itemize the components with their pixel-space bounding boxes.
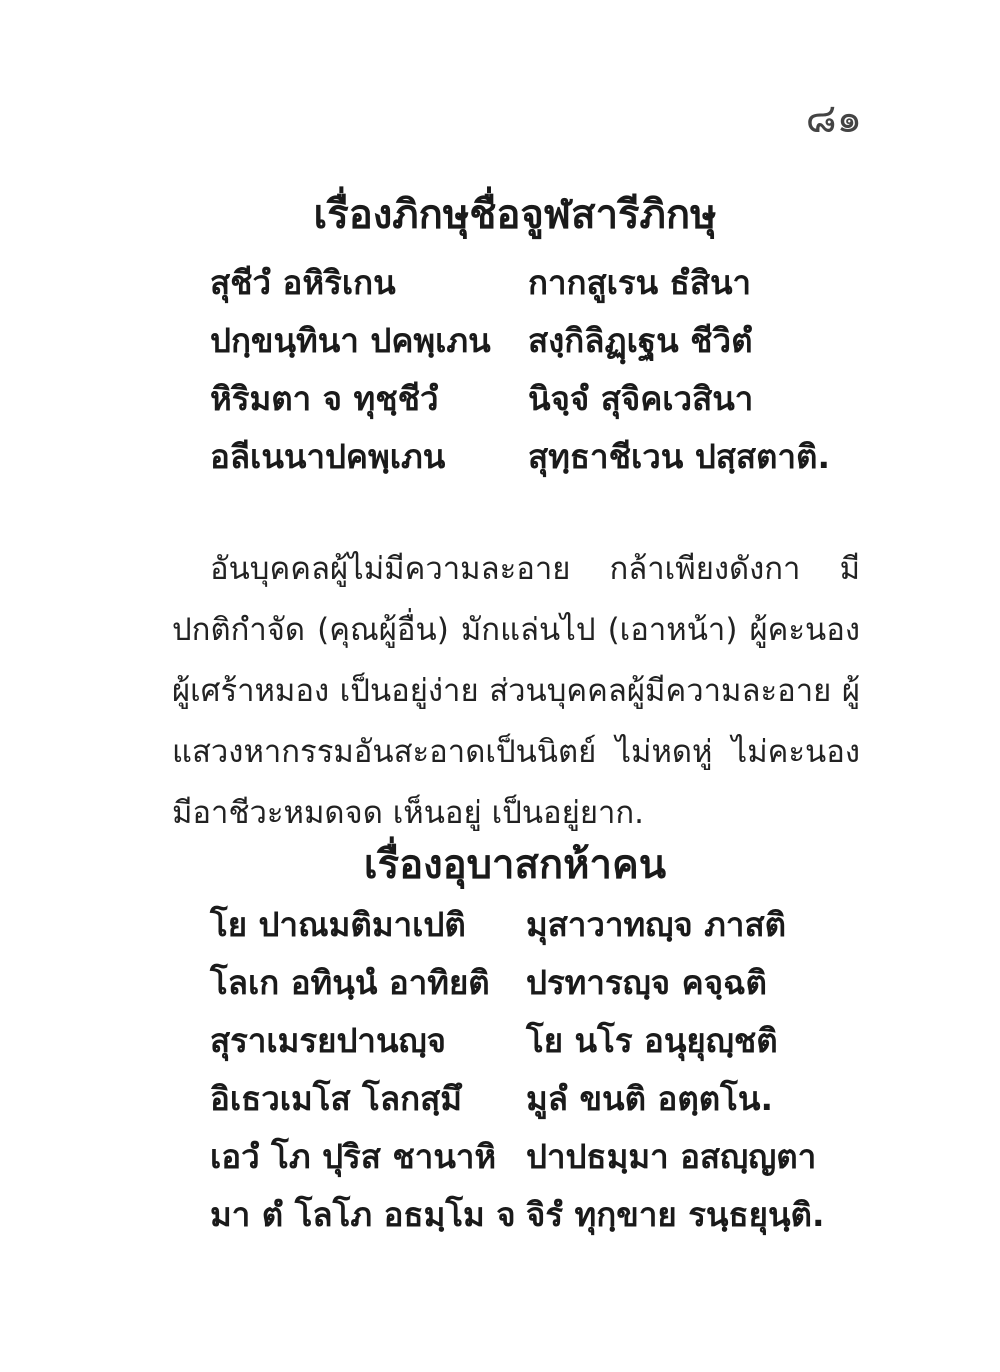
verse-line [210, 428, 850, 486]
verse-second-half: ปาปธมฺมา อสญฺญตา [526, 1137, 817, 1176]
verse-line [210, 1128, 850, 1186]
verse-first-half: อิเธวเมโส โลกสฺมึ [210, 1079, 462, 1118]
verse-first-half: มา ตํ โลโภ อธมฺโม จ [210, 1195, 516, 1234]
verse-second-half: มูลํ ขนติ อตฺตโน. [526, 1079, 774, 1118]
section-title-1: เรื่องภิกษุชื่อจูฬสารีภิกษุ [313, 192, 717, 238]
verse-second-half: สุทฺธาชีเวน ปสฺสตาติ. [528, 437, 830, 476]
verse-second-half: โย นโร อนุยุญฺชติ [526, 1021, 778, 1060]
verse-first-half: อลีเนนาปคพฺเภน [210, 437, 446, 476]
verse-first-half: โลเก อทินฺนํ อาทิยติ [210, 963, 490, 1002]
verse-first-half: สุชีวํ อหิริเกน [210, 263, 396, 302]
verse-second-half: มุสาวาทญฺจ ภาสติ [526, 905, 787, 944]
verse-second-half: สงฺกิลิฏฺเฐน ชีวิตํ [528, 321, 753, 360]
verse-first-half: หิริมตา จ ทุชฺชีวํ [210, 379, 439, 418]
verse-first-half: โย ปาณมติมาเปติ [210, 905, 466, 944]
verse-second-half: กากสูเรน ธํสินา [528, 263, 752, 302]
translation-paragraph: อันบุคคลผู้ไม่มีความละอาย กล้าเพียงดังกา มีปกติกำจัด (คุณผู้อื่น) มักแล่นไป (เอาหน้า) ผู้คะนอง ผู้เศร้าหมอง เป็นอยู่ง่าย ส่วนบุคคลผู้มีความละอาย ผู้แสวงหากรรมอันสะอาดเป็นนิตย์ ไม่หดหู่ ไม่คะนอง มีอาชีวะหมดจด เห็นอยู่ เป็นอยู่ยาก. [172, 551, 860, 831]
verse-line [210, 1012, 850, 1070]
verse-line [210, 1186, 850, 1244]
verse-first-half: ปกฺขนฺทินา ปคพฺเภน [210, 321, 491, 360]
verse-line [210, 370, 850, 428]
verse-line [210, 954, 850, 1012]
verse-first-half: สุราเมรยปานญฺจ [210, 1021, 446, 1060]
verse-second-half: นิจฺจํ สุจิคเวสินา [528, 379, 754, 418]
verse-second-half: ปรทารญฺจ คจฺฉติ [526, 963, 767, 1002]
page-number: ๘๑ [805, 96, 862, 142]
verse-line [210, 896, 850, 954]
verse-line [210, 312, 850, 370]
verse-first-half: เอวํ โภ ปุริส ชานาหิ [210, 1137, 497, 1176]
verse-line [210, 1070, 850, 1128]
verse-block-2 [210, 896, 850, 1244]
verse-block-1 [210, 254, 850, 486]
section-title-2: เรื่องอุบาสกห้าคน [363, 842, 667, 888]
verse-second-half: จิรํ ทุกฺขาย รนฺธยุนฺติ. [526, 1195, 825, 1234]
verse-line [210, 254, 850, 312]
